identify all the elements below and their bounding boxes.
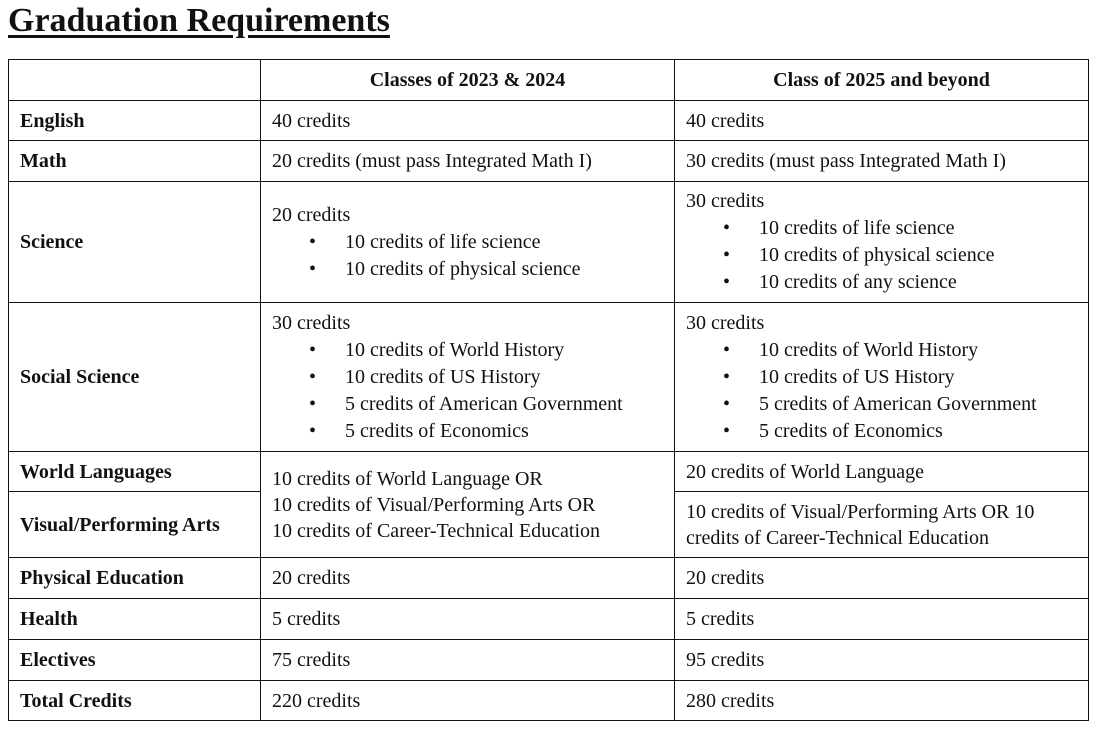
row-label: Total Credits bbox=[9, 681, 261, 721]
cell-2025: 20 credits bbox=[675, 558, 1089, 599]
list-item: • 10 credits of US History bbox=[759, 364, 1077, 391]
list-item: • 10 credits of World History bbox=[345, 337, 663, 364]
list-item: • 5 credits of Economics bbox=[345, 418, 663, 445]
bullet-list bbox=[686, 215, 1077, 296]
option-line: 10 credits of Career-Technical Education bbox=[272, 519, 601, 542]
cell-2025: 20 credits of World Language bbox=[675, 452, 1089, 492]
row-label: Electives bbox=[9, 640, 261, 681]
cell-lead: 30 credits bbox=[686, 190, 765, 212]
cell-2023 bbox=[261, 303, 675, 452]
row-label: Math bbox=[9, 141, 261, 182]
row-label: Health bbox=[9, 599, 261, 640]
list-item: • 10 credits of life science bbox=[759, 215, 1077, 242]
cell-2023-combined bbox=[261, 452, 675, 558]
cell-2023: 20 credits (must pass Integrated Math I) bbox=[261, 141, 675, 182]
cell-2023: 20 credits bbox=[261, 558, 675, 599]
header-2023-2024: Classes of 2023 & 2024 bbox=[261, 60, 675, 101]
list-item: • 10 credits of World History bbox=[759, 337, 1077, 364]
cell-2025 bbox=[675, 303, 1089, 452]
row-science bbox=[9, 182, 1089, 303]
option-line: 10 credits of World Language OR bbox=[272, 467, 543, 490]
list-item: • 5 credits of American Government bbox=[759, 391, 1077, 418]
header-row bbox=[9, 60, 1089, 101]
cell-2023 bbox=[261, 182, 675, 303]
row-label: Social Science bbox=[9, 303, 261, 452]
list-item: • 5 credits of Economics bbox=[759, 418, 1077, 445]
row-label: English bbox=[9, 101, 261, 141]
list-item: • 10 credits of physical science bbox=[759, 242, 1077, 269]
row-label: Visual/Performing Arts bbox=[9, 492, 261, 558]
cell-lead: 30 credits bbox=[686, 311, 765, 334]
page-title: Graduation Requirements bbox=[8, 2, 390, 39]
header-2025: Class of 2025 and beyond bbox=[675, 60, 1089, 101]
header-blank bbox=[9, 60, 261, 101]
bullet-list bbox=[686, 337, 1077, 445]
row-physical-education bbox=[9, 558, 1089, 599]
row-health bbox=[9, 599, 1089, 640]
cell-2025: 10 credits of Visual/Performing Arts OR 10 credits of Career-Technical Education bbox=[675, 492, 1089, 558]
bullet-list bbox=[272, 229, 663, 283]
list-item: • 5 credits of American Government bbox=[345, 391, 663, 418]
requirements-table bbox=[8, 59, 1089, 721]
cell-2025: 5 credits bbox=[675, 599, 1089, 640]
bullet-list bbox=[272, 337, 663, 445]
row-electives bbox=[9, 640, 1089, 681]
cell-2023: 5 credits bbox=[261, 599, 675, 640]
list-item: • 10 credits of physical science bbox=[345, 256, 663, 283]
cell-2025: 95 credits bbox=[675, 640, 1089, 681]
option-line: 10 credits of Visual/Performing Arts OR bbox=[272, 493, 596, 516]
cell-2023: 40 credits bbox=[261, 101, 675, 141]
row-label: Physical Education bbox=[9, 558, 261, 599]
cell-2025: 280 credits bbox=[675, 681, 1089, 721]
row-total-credits bbox=[9, 681, 1089, 721]
cell-2025 bbox=[675, 182, 1089, 303]
list-item: • 10 credits of US History bbox=[345, 364, 663, 391]
list-item: • 10 credits of life science bbox=[345, 229, 663, 256]
cell-2023: 75 credits bbox=[261, 640, 675, 681]
cell-2025: 30 credits (must pass Integrated Math I) bbox=[675, 141, 1089, 182]
list-item: • 10 credits of any science bbox=[759, 269, 1077, 296]
row-world-languages bbox=[9, 452, 1089, 492]
row-label: Science bbox=[9, 182, 261, 303]
cell-2023: 220 credits bbox=[261, 681, 675, 721]
cell-lead: 30 credits bbox=[272, 311, 351, 334]
cell-2025: 40 credits bbox=[675, 101, 1089, 141]
row-social-science bbox=[9, 303, 1089, 452]
row-english bbox=[9, 101, 1089, 141]
row-math bbox=[9, 141, 1089, 182]
cell-lead: 20 credits bbox=[272, 203, 351, 226]
row-label: World Languages bbox=[9, 452, 261, 492]
